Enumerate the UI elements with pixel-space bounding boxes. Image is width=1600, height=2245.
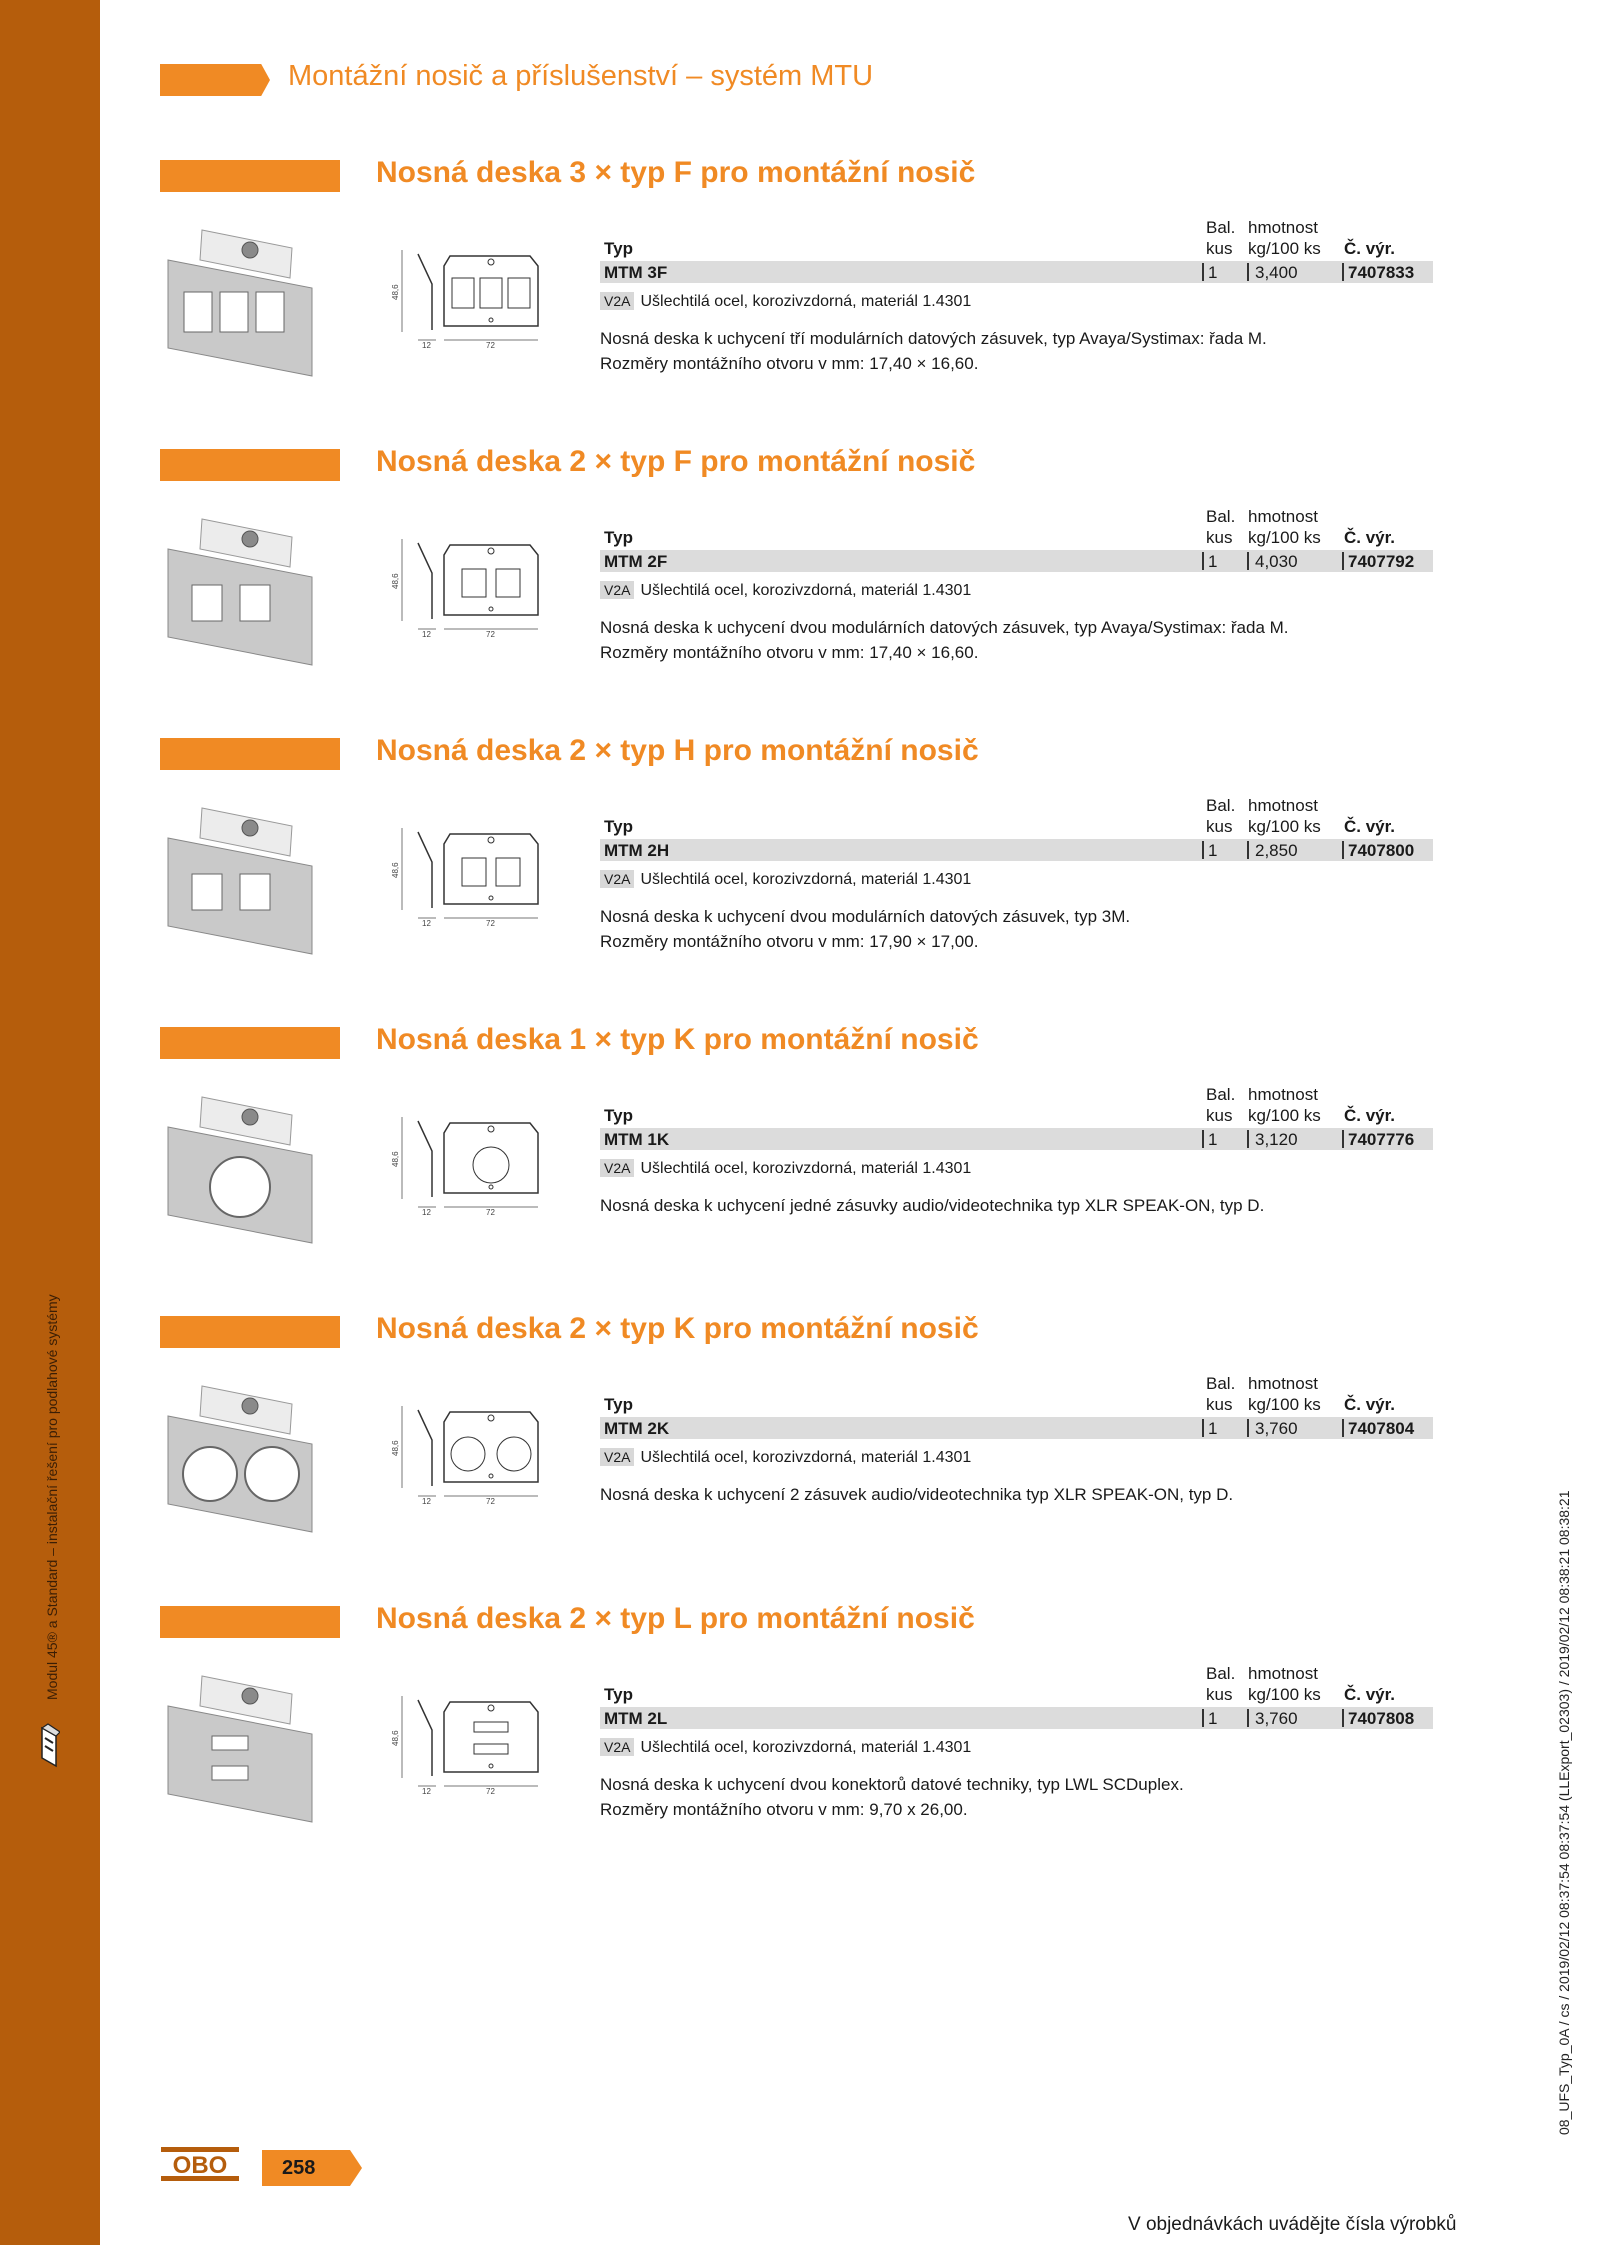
product-row bbox=[600, 1417, 1433, 1439]
section-title: Nosná deska 2 × typ K pro montážní nosič bbox=[376, 1312, 979, 1345]
header-kus: kus bbox=[1206, 239, 1233, 258]
drawing-width-label: 72 bbox=[486, 1497, 495, 1506]
header-hmotnost: hmotnost bbox=[1248, 796, 1318, 815]
header-typ: Typ bbox=[604, 1395, 633, 1414]
drawing-width-label: 72 bbox=[486, 1787, 495, 1796]
product-weight: 3,760 bbox=[1255, 1419, 1298, 1438]
product-weight: 2,850 bbox=[1255, 841, 1298, 860]
page-title: Montážní nosič a příslušenství – systém MTU bbox=[288, 60, 874, 92]
product-article: 7407808 bbox=[1348, 1709, 1415, 1728]
material-line bbox=[600, 870, 971, 889]
header-typ: Typ bbox=[604, 1106, 633, 1125]
product-photo bbox=[162, 1376, 322, 1536]
product-section bbox=[0, 1023, 1600, 1307]
header-accent-bar bbox=[160, 64, 270, 96]
technical-drawing bbox=[378, 529, 578, 639]
material-badge: V2A bbox=[600, 1448, 634, 1466]
material-line bbox=[600, 581, 971, 600]
product-description bbox=[600, 1193, 1264, 1218]
material-badge: V2A bbox=[600, 1159, 634, 1177]
product-article: 7407800 bbox=[1348, 841, 1415, 860]
drawing-height-label: 48,6 bbox=[391, 1440, 400, 1456]
product-description bbox=[600, 615, 1289, 665]
header-typ: Typ bbox=[604, 239, 633, 258]
description-line: Nosná deska k uchycení 2 zásuvek audio/videotechnika typ XLR SPEAK-ON, typ D. bbox=[600, 1485, 1234, 1504]
product-article: 7407776 bbox=[1348, 1130, 1415, 1149]
material-line bbox=[600, 1159, 971, 1178]
section-accent-bar bbox=[160, 738, 340, 770]
drawing-height-label: 48,6 bbox=[391, 284, 400, 300]
description-line: Rozměry montážního otvoru v mm: 17,40 × 16,60. bbox=[600, 354, 979, 373]
product-weight: 4,030 bbox=[1255, 552, 1298, 571]
product-article: 7407804 bbox=[1348, 1419, 1415, 1438]
material-text: Ušlechtilá ocel, korozivzdorná, materiál 1.4301 bbox=[640, 1449, 972, 1466]
product-article: 7407833 bbox=[1348, 263, 1415, 282]
header-cvyr: Č. výr. bbox=[1344, 528, 1396, 547]
header-kg: kg/100 ks bbox=[1248, 817, 1321, 836]
section-title: Nosná deska 2 × typ L pro montážní nosič bbox=[376, 1602, 975, 1635]
product-row bbox=[600, 1128, 1433, 1150]
section-title: Nosná deska 1 × typ K pro montážní nosič bbox=[376, 1023, 979, 1056]
description-line: Nosná deska k uchycení dvou modulárních datových zásuvek, typ 3M. bbox=[600, 907, 1131, 926]
product-photo bbox=[162, 509, 322, 669]
description-line: Nosná deska k uchycení jedné zásuvky audio/videotechnika typ XLR SPEAK-ON, typ D. bbox=[600, 1196, 1265, 1215]
product-row bbox=[600, 550, 1433, 572]
material-text: Ušlechtilá ocel, korozivzdorná, materiál 1.4301 bbox=[640, 293, 972, 310]
material-line bbox=[600, 292, 971, 311]
product-section bbox=[0, 445, 1600, 729]
product-weight: 3,760 bbox=[1255, 1709, 1298, 1728]
header-bal: Bal. bbox=[1206, 1085, 1236, 1104]
description-line: Rozměry montážního otvoru v mm: 17,40 × 16,60. bbox=[600, 643, 979, 662]
product-photo bbox=[162, 1087, 322, 1247]
product-photo bbox=[162, 798, 322, 958]
drawing-height-label: 48,6 bbox=[391, 1151, 400, 1167]
description-line: Rozměry montážního otvoru v mm: 9,70 x 26,00. bbox=[600, 1800, 968, 1819]
header-kus: kus bbox=[1206, 1395, 1233, 1414]
technical-drawing bbox=[378, 240, 578, 350]
header-bal: Bal. bbox=[1206, 507, 1236, 526]
product-photo bbox=[162, 220, 322, 380]
product-qty: 1 bbox=[1208, 1419, 1218, 1438]
product-type: MTM 1K bbox=[604, 1130, 670, 1149]
product-row bbox=[600, 839, 1433, 861]
technical-drawing bbox=[378, 818, 578, 928]
product-article: 7407792 bbox=[1348, 552, 1415, 571]
product-type: MTM 2K bbox=[604, 1419, 670, 1438]
material-text: Ušlechtilá ocel, korozivzdorná, materiál 1.4301 bbox=[640, 1160, 972, 1177]
header-cvyr: Č. výr. bbox=[1344, 817, 1396, 836]
product-section bbox=[0, 734, 1600, 1018]
material-line bbox=[600, 1448, 971, 1467]
header-hmotnost: hmotnost bbox=[1248, 1374, 1318, 1393]
product-section bbox=[0, 1602, 1600, 1886]
header-kus: kus bbox=[1206, 817, 1233, 836]
material-badge: V2A bbox=[600, 581, 634, 599]
section-accent-bar bbox=[160, 1316, 340, 1348]
product-photo bbox=[162, 1666, 322, 1826]
header-kg: kg/100 ks bbox=[1248, 528, 1321, 547]
technical-drawing bbox=[378, 1686, 578, 1796]
description-line: Nosná deska k uchycení tří modulárních datových zásuvek, typ Avaya/Systimax: řada M. bbox=[600, 329, 1267, 348]
product-weight: 3,400 bbox=[1255, 263, 1298, 282]
section-title: Nosná deska 3 × typ F pro montážní nosič bbox=[376, 156, 976, 189]
product-qty: 1 bbox=[1208, 1130, 1218, 1149]
drawing-width-label: 72 bbox=[486, 919, 495, 928]
header-kus: kus bbox=[1206, 1106, 1233, 1125]
material-badge: V2A bbox=[600, 292, 634, 310]
drawing-height-label: 48,6 bbox=[391, 1730, 400, 1746]
section-title: Nosná deska 2 × typ H pro montážní nosič bbox=[376, 734, 979, 767]
section-accent-bar bbox=[160, 449, 340, 481]
drawing-height-label: 48,6 bbox=[391, 573, 400, 589]
header-hmotnost: hmotnost bbox=[1248, 218, 1318, 237]
product-weight: 3,120 bbox=[1255, 1130, 1298, 1149]
header-cvyr: Č. výr. bbox=[1344, 1395, 1396, 1414]
header-kus: kus bbox=[1206, 1685, 1233, 1704]
drawing-depth-label: 12 bbox=[422, 630, 431, 639]
product-type: MTM 2L bbox=[604, 1709, 668, 1728]
section-accent-bar bbox=[160, 1027, 340, 1059]
product-section bbox=[0, 156, 1600, 440]
drawing-depth-label: 12 bbox=[422, 919, 431, 928]
material-line bbox=[600, 1738, 971, 1757]
drawing-width-label: 72 bbox=[486, 630, 495, 639]
header-kus: kus bbox=[1206, 528, 1233, 547]
description-line: Nosná deska k uchycení dvou modulárních datových zásuvek, typ Avaya/Systimax: řada M. bbox=[600, 618, 1289, 637]
drawing-width-label: 72 bbox=[486, 1208, 495, 1217]
svg-text:OBO: OBO bbox=[172, 2152, 228, 2179]
header-bal: Bal. bbox=[1206, 1374, 1236, 1393]
technical-drawing bbox=[378, 1396, 578, 1506]
product-description bbox=[600, 904, 1130, 954]
technical-drawing bbox=[378, 1107, 578, 1217]
product-description bbox=[600, 1772, 1184, 1822]
header-cvyr: Č. výr. bbox=[1344, 1106, 1396, 1125]
product-qty: 1 bbox=[1208, 552, 1218, 571]
section-accent-bar bbox=[160, 1606, 340, 1638]
material-text: Ušlechtilá ocel, korozivzdorná, materiál 1.4301 bbox=[640, 1739, 972, 1756]
header-cvyr: Č. výr. bbox=[1344, 239, 1396, 258]
header-kg: kg/100 ks bbox=[1248, 239, 1321, 258]
product-type: MTM 3F bbox=[604, 263, 668, 282]
drawing-height-label: 48,6 bbox=[391, 862, 400, 878]
header-kg: kg/100 ks bbox=[1248, 1685, 1321, 1704]
description-line: Nosná deska k uchycení dvou konektorů datové techniky, typ LWL SCDuplex. bbox=[600, 1775, 1184, 1794]
description-line: Rozměry montážního otvoru v mm: 17,90 × 17,00. bbox=[600, 932, 979, 951]
header-typ: Typ bbox=[604, 817, 633, 836]
section-accent-bar bbox=[160, 160, 340, 192]
header-bal: Bal. bbox=[1206, 218, 1236, 237]
product-description bbox=[600, 326, 1267, 376]
header-kg: kg/100 ks bbox=[1248, 1106, 1321, 1125]
header-typ: Typ bbox=[604, 1685, 633, 1704]
footer-note: V objednávkách uvádějte čísla výrobků bbox=[1128, 2214, 1457, 2235]
product-qty: 1 bbox=[1208, 841, 1218, 860]
section-title: Nosná deska 2 × typ F pro montážní nosič bbox=[376, 445, 976, 478]
header-hmotnost: hmotnost bbox=[1248, 507, 1318, 526]
product-section bbox=[0, 1312, 1600, 1596]
product-type: MTM 2H bbox=[604, 841, 670, 860]
page-number: 258 bbox=[282, 2157, 316, 2179]
product-description bbox=[600, 1482, 1233, 1507]
header-typ: Typ bbox=[604, 528, 633, 547]
product-type: MTM 2F bbox=[604, 552, 668, 571]
header-cvyr: Č. výr. bbox=[1344, 1685, 1396, 1704]
material-badge: V2A bbox=[600, 870, 634, 888]
header-hmotnost: hmotnost bbox=[1248, 1085, 1318, 1104]
header-hmotnost: hmotnost bbox=[1248, 1664, 1318, 1683]
product-row bbox=[600, 1707, 1433, 1729]
product-qty: 1 bbox=[1208, 263, 1218, 282]
material-text: Ušlechtilá ocel, korozivzdorná, materiál 1.4301 bbox=[640, 582, 972, 599]
drawing-depth-label: 12 bbox=[422, 341, 431, 350]
material-text: Ušlechtilá ocel, korozivzdorná, materiál 1.4301 bbox=[640, 871, 972, 888]
header-bal: Bal. bbox=[1206, 796, 1236, 815]
drawing-width-label: 72 bbox=[486, 341, 495, 350]
header-kg: kg/100 ks bbox=[1248, 1395, 1321, 1414]
drawing-depth-label: 12 bbox=[422, 1497, 431, 1506]
material-badge: V2A bbox=[600, 1738, 634, 1756]
drawing-depth-label: 12 bbox=[422, 1787, 431, 1796]
header-bal: Bal. bbox=[1206, 1664, 1236, 1683]
drawing-depth-label: 12 bbox=[422, 1208, 431, 1217]
obo-logo bbox=[160, 2146, 240, 2182]
product-qty: 1 bbox=[1208, 1709, 1218, 1728]
product-row bbox=[600, 261, 1433, 283]
